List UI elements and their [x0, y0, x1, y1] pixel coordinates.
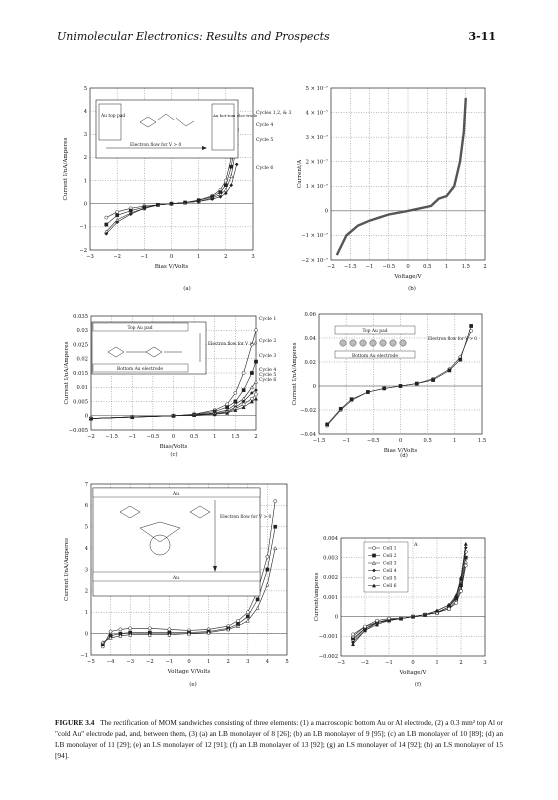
x-tick-label: 2 — [459, 660, 463, 666]
panel-label: (f) — [414, 682, 422, 688]
molecule-sphere — [390, 340, 396, 346]
x-tick-label: −1 — [140, 254, 149, 260]
electrode-left-label: Au top pad — [101, 114, 126, 119]
data-point — [242, 389, 245, 392]
panel-label: (a) — [183, 286, 191, 292]
data-point — [375, 619, 378, 622]
x-tick-label: 0 — [187, 659, 191, 665]
y-tick-label: 0.035 — [73, 313, 88, 320]
x-tick-label: −2 — [327, 264, 335, 270]
panel-label: (d) — [400, 453, 408, 459]
chart-panel-2 — [297, 86, 487, 292]
y-tick-label: 0 — [312, 383, 316, 390]
chart-panel-3 — [64, 314, 276, 458]
x-tick-label: −3 — [337, 660, 345, 666]
inset-schematic — [96, 100, 258, 158]
y-tick-label: 7 — [84, 481, 88, 488]
series-label: Cycle 5 — [256, 138, 274, 143]
electrode-right — [212, 104, 234, 150]
running-title: Unimolecular Electronics: Results and Prospects — [57, 30, 330, 43]
legend-label: Cell 3 — [383, 561, 397, 567]
y-tick-label: −1 — [80, 652, 88, 659]
y-tick-label: 0 — [334, 614, 338, 621]
legend-marker — [372, 576, 375, 579]
y-axis-label: Current I/nA/Amperes — [64, 538, 70, 601]
x-tick-label: 3 — [246, 659, 250, 665]
data-point — [116, 210, 119, 213]
y-tick-label: 0.03 — [76, 328, 88, 335]
inset-schematic — [92, 322, 257, 374]
x-tick-label: 2 — [224, 254, 228, 260]
inset-schematic — [335, 326, 477, 359]
x-tick-label: −4 — [106, 659, 115, 665]
data-point — [235, 163, 238, 166]
chart-panel-1 — [63, 86, 291, 292]
y-axis-label: Current I/nA/Amperes — [292, 342, 298, 406]
data-point — [105, 216, 108, 219]
y-tick-label: 0.005 — [73, 399, 88, 406]
x-tick-label: 1.5 — [477, 438, 487, 444]
caption-label: FIGURE 3.4 — [55, 718, 95, 727]
y-tick-label: 0 — [84, 413, 88, 420]
series-label: Cycle 6 — [259, 378, 277, 383]
data-point — [455, 601, 458, 604]
data-point — [119, 628, 122, 631]
y-tick-label: 0.02 — [76, 356, 88, 363]
x-tick-label: 2 — [483, 264, 487, 270]
flow-label: Electron flow for V > 0 — [428, 336, 477, 341]
x-tick-label: −3 — [126, 659, 135, 665]
legend-label: Cell 1 — [383, 546, 397, 552]
data-point — [447, 607, 450, 610]
x-tick-label: −2 — [361, 660, 369, 666]
x-tick-label: 1 — [453, 438, 457, 444]
data-point — [116, 214, 119, 217]
x-tick-label: −1.5 — [312, 438, 326, 444]
x-axis-label: Voltage V/Volts — [167, 669, 211, 675]
data-point — [101, 641, 104, 644]
y-tick-label: 2 — [84, 588, 88, 595]
legend-label: Cell 6 — [383, 584, 397, 590]
x-tick-label: −1.5 — [105, 434, 118, 440]
series-line — [327, 331, 471, 426]
data-point — [351, 633, 354, 636]
y-tick-label: 0 — [84, 631, 88, 638]
x-tick-label: 1.5 — [231, 434, 240, 440]
data-point — [254, 360, 257, 363]
data-point — [254, 329, 257, 332]
inset-schematic — [93, 488, 272, 596]
data-point — [415, 382, 418, 385]
y-tick-label: 3 × 10⁻⁷ — [305, 134, 328, 141]
molecule-sphere — [350, 340, 356, 346]
x-tick-label: 1 — [197, 254, 201, 260]
x-tick-label: 1 — [444, 264, 449, 270]
data-point — [129, 213, 132, 216]
y-tick-label: 0.001 — [323, 594, 338, 601]
y-tick-label: −1 × 10⁻⁷ — [301, 233, 328, 240]
y-tick-label: 5 — [83, 85, 87, 92]
x-tick-label: −5 — [87, 659, 95, 665]
chart-panel-6 — [314, 536, 487, 688]
series-1 — [326, 329, 473, 427]
series-label: Cycles 1,2, & 3 — [256, 111, 292, 116]
x-tick-label: −0.5 — [382, 264, 396, 270]
x-tick-label: 3 — [483, 660, 487, 666]
x-tick-label: 0 — [411, 660, 415, 666]
data-point — [224, 192, 227, 195]
data-point — [383, 387, 386, 390]
y-tick-label: 4 × 10⁻⁷ — [305, 110, 328, 117]
x-tick-label: −0.5 — [367, 438, 380, 444]
molecule-sphere — [360, 340, 366, 346]
bottom-electrode-label: Au — [172, 576, 180, 581]
x-tick-label: −0.5 — [146, 434, 160, 440]
y-tick-label: 0.015 — [73, 370, 88, 377]
data-point — [363, 625, 366, 628]
x-tick-label: −1 — [165, 659, 174, 665]
x-tick-label: −1 — [385, 660, 393, 666]
data-point — [105, 223, 108, 226]
y-tick-label: 0.002 — [323, 575, 338, 582]
chart-panel-4 — [292, 312, 486, 459]
data-point — [459, 358, 462, 361]
y-tick-label: 0.004 — [323, 535, 338, 542]
y-tick-label: 4 — [84, 545, 88, 552]
data-point — [246, 611, 249, 614]
data-point — [148, 627, 151, 630]
electrode-right-label: Au bot-tom elec-trode — [213, 113, 258, 118]
x-tick-label: 2 — [226, 659, 230, 665]
y-tick-label: 1 × 10⁻⁷ — [305, 184, 328, 191]
data-point — [274, 525, 277, 528]
data-point — [350, 398, 353, 401]
x-tick-label: 1 — [206, 659, 211, 665]
data-point — [129, 627, 132, 630]
x-axis-label: Voltage/V — [394, 274, 422, 280]
data-point — [256, 598, 259, 601]
top-pad-label: Top Au pad — [362, 329, 388, 334]
bottom-electrode-label: Bottom Au electrode — [117, 367, 163, 372]
panel-label: (b) — [408, 286, 416, 292]
y-tick-label: 0.04 — [304, 335, 316, 342]
legend-label: Cell 5 — [383, 576, 397, 582]
data-point — [459, 590, 462, 593]
data-point — [470, 324, 473, 327]
series-label: Cycle 6 — [256, 166, 274, 171]
y-tick-label: −0.02 — [300, 407, 316, 414]
series-label: Cycle 1 — [259, 317, 277, 322]
x-axis-label: Bias/Volts — [159, 444, 188, 450]
x-tick-label: 0 — [171, 434, 176, 440]
y-tick-label: 0.025 — [73, 342, 88, 349]
panel-label: (e) — [189, 682, 197, 688]
series-label: Cycle 2 — [259, 339, 277, 344]
page-number: 3-11 — [468, 30, 496, 43]
series-label: Cycle 5 — [259, 373, 277, 378]
series-label: Cycle 3 — [259, 354, 277, 359]
molecule-sphere — [370, 340, 376, 346]
y-tick-label: −0.04 — [300, 431, 316, 438]
x-tick-label: −2 — [113, 254, 121, 260]
chart-panel-5 — [64, 482, 289, 688]
data-point — [464, 564, 467, 567]
data-point — [399, 384, 402, 387]
x-tick-label: 0 — [398, 438, 403, 444]
data-point — [230, 174, 233, 177]
electrode-left — [99, 104, 121, 140]
y-tick-label: 2 × 10⁻⁷ — [305, 159, 328, 166]
x-tick-label: −2 — [87, 434, 95, 440]
y-tick-label: 3 — [84, 567, 88, 574]
figure-caption — [55, 717, 503, 761]
data-point — [224, 188, 227, 191]
inset-label: A — [414, 542, 418, 548]
data-point — [326, 423, 329, 426]
legend-marker — [372, 546, 375, 549]
y-tick-label: 3 — [83, 132, 87, 139]
y-axis-label: Current/amperes — [314, 572, 320, 622]
molecule-sphere — [340, 340, 346, 346]
y-tick-label: −2 × 10⁻⁷ — [301, 257, 328, 264]
x-tick-label: 0 — [406, 264, 410, 270]
x-tick-label: 1.5 — [461, 264, 470, 270]
data-point — [266, 583, 269, 586]
molecule-sphere — [380, 340, 386, 346]
y-tick-label: 1 — [84, 610, 88, 617]
y-tick-label: −0.005 — [68, 427, 88, 434]
data-point — [366, 390, 369, 393]
y-tick-label: 0.02 — [304, 359, 316, 366]
legend-label: Cell 4 — [383, 569, 397, 575]
top-pad-label: Top Au pad — [127, 326, 153, 331]
x-tick-label: 0 — [169, 254, 174, 260]
x-axis-label: Bias V/Volts — [154, 264, 189, 270]
y-tick-label: 5 — [84, 524, 88, 531]
flow-label: Electron flow for V > 0 — [208, 341, 257, 346]
x-tick-label: 5 — [285, 659, 289, 665]
y-tick-label: 0.003 — [323, 555, 338, 562]
x-tick-label: −1 — [342, 438, 350, 444]
top-pad-label: Au — [172, 492, 180, 497]
y-tick-label: 0 — [83, 201, 87, 208]
data-point — [432, 378, 435, 381]
x-tick-label: −2 — [145, 659, 154, 665]
caption-text: The rectification of MOM sandwiches consisting of three elements: (1) a macroscopic bottom Au or Al electrode, (2) a 0.3 mm² top Al or "cold Au" electrode pad, and, between them, (3) (a) an LB monolayer of 8 [26]; (b) an LB monolayer of 9 [95]; (c) an LB monolayer of 10 [89]; (d) an LB monolayer of 11 [29]; (e) an LS monolayer of 12 [91]; (f) an LB monolayer of 13 [92]; (g) an LS monolayer of 14 [92]; (h) an LS monolayer of 15 [94]. — [55, 718, 503, 761]
molecule-sphere — [400, 340, 406, 346]
y-tick-label: 5 × 10⁻⁷ — [305, 85, 328, 92]
data-point — [464, 546, 467, 549]
y-tick-label: 0.01 — [76, 385, 88, 392]
x-tick-label: 1 — [435, 660, 439, 666]
data-point — [236, 619, 239, 622]
data-point — [464, 542, 467, 545]
y-tick-label: −2 — [79, 247, 87, 254]
x-tick-label: 2 — [254, 434, 258, 440]
x-tick-label: 0.5 — [423, 438, 432, 444]
y-tick-label: −1 — [79, 224, 87, 231]
data-point — [250, 371, 253, 374]
y-tick-label: 6 — [84, 503, 88, 510]
data-point — [230, 184, 233, 187]
data-point — [256, 606, 259, 609]
data-point — [266, 555, 269, 558]
x-tick-label: 1 — [213, 434, 217, 440]
data-point — [274, 500, 277, 503]
data-point — [254, 397, 257, 400]
y-tick-label: 0 — [324, 208, 328, 215]
data-point — [254, 380, 257, 383]
series-label: Cycle 4 — [259, 368, 277, 373]
y-tick-label: 2 — [83, 155, 87, 162]
series-label: Cycle 4 — [256, 123, 274, 128]
y-tick-label: −0.001 — [318, 634, 338, 641]
x-tick-label: 3 — [251, 254, 255, 260]
x-tick-label: 0.5 — [423, 264, 432, 270]
x-tick-label: 0.5 — [190, 434, 199, 440]
x-tick-label: −1 — [365, 264, 374, 270]
x-tick-label: −3 — [86, 254, 94, 260]
x-axis-label: Bias V/Volts — [383, 448, 418, 454]
legend-marker — [372, 554, 375, 557]
flow-label: Electron flow for V > 0 — [130, 143, 182, 148]
y-tick-label: 4 — [83, 108, 87, 115]
data-point — [266, 568, 269, 571]
y-tick-label: 1 — [83, 178, 87, 185]
x-tick-label: 4 — [265, 659, 270, 665]
y-axis-label: Current/A — [297, 159, 303, 189]
y-axis-label: Current I/nA/Amperes — [63, 137, 69, 201]
flow-label: Electron flow for V > 0 — [220, 515, 272, 520]
data-point — [448, 369, 451, 372]
data-point — [246, 615, 249, 618]
data-point — [254, 393, 257, 396]
data-point — [234, 391, 237, 394]
legend — [364, 542, 408, 592]
bottom-electrode-label: Bottom Au electrode — [352, 354, 398, 359]
data-point — [109, 630, 112, 633]
x-tick-label: −1 — [128, 434, 137, 440]
panel-label: (c) — [170, 452, 178, 458]
y-tick-label: 0.06 — [304, 311, 316, 318]
data-point — [168, 628, 171, 631]
data-point — [242, 371, 245, 374]
y-tick-label: −0.002 — [318, 653, 338, 660]
data-point — [339, 407, 342, 410]
y-axis-label: Current I/nA/Amperes — [64, 341, 70, 405]
legend-label: Cell 2 — [383, 554, 397, 560]
x-tick-label: −1.5 — [343, 264, 357, 270]
x-axis-label: Voltage/V — [399, 670, 427, 676]
